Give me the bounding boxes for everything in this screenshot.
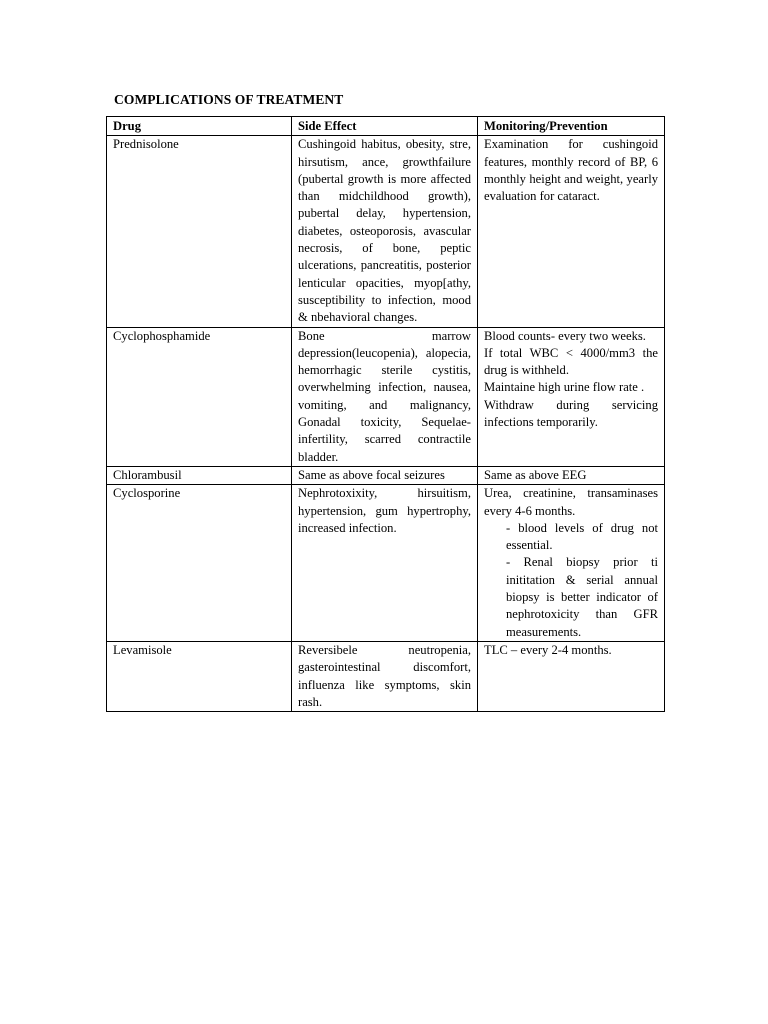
monitoring-cell [478,136,665,327]
drug-cell: Cyclosporine [107,485,292,642]
drug-cell: Chlorambusil [107,466,292,484]
drug-cell: Prednisolone [107,136,292,327]
table-row [107,485,665,642]
complications-table [106,116,665,712]
page-title: COMPLICATIONS OF TREATMENT [114,92,344,107]
header-drug: Drug [107,117,292,136]
header-monitoring: Monitoring/Prevention [478,117,665,136]
drug-cell: Levamisole [107,641,292,711]
monitoring-line: If total WBC < 4000/mm3 the drug is withheld. [484,345,658,378]
monitoring-cell [478,641,665,711]
monitoring-cell [478,327,665,466]
monitoring-line: Examination for cushingoid features, monthly record of BP, 6 monthly height and weight, yearly evaluation for cataract. [484,137,658,204]
monitoring-line: Withdraw during servicing infections temporarily. [484,397,658,430]
header-side-effect: Side Effect [292,117,478,136]
monitoring-line: Urea, creatinine, transaminases every 4-6 months. [484,486,658,518]
monitoring-subpoint: - blood levels of drug not essential. [506,520,658,553]
table-row [107,136,665,327]
side-effect-cell: Same as above focal seizures [292,466,478,484]
monitoring-line: Maintaine high urine flow rate . [484,380,645,395]
side-effect-cell: Nephrotoxixity, hirsuitism, hypertension, gum hypertrophy, increased infection. [292,485,478,642]
table-header-row [107,117,665,136]
table-row [107,641,665,711]
monitoring-line: TLC – every 2-4 months. [484,642,612,657]
side-effect-cell: Cushingoid habitus, obesity, stre, hirsutism, ance, growthfailure (pubertal growth is more affected than midchildhood growth), pubertal delay, hypertension, diabetes, osteoporosis, avascular necrosis, of bone, peptic ulcerations, pancreatitis, posterior lenticular opacities, myop[athy, susceptibility to infection, mood & nbehavioral changes. [292,136,478,327]
drug-cell: Cyclophosphamide [107,327,292,466]
monitoring-cell [478,485,665,642]
side-effect-cell: Reversibele neutropenia, gasterointestinal discomfort, influenza like symptoms, skin rash. [292,641,478,711]
table-row [107,466,665,484]
side-effect-cell: Bone marrow depression(leucopenia), alopecia, hemorrhagic sterile cystitis, overwhelming infection, nausea, vomiting, and malignancy, Gonadal toxicity, Sequelae-infertility, scarred contractile bladder. [292,327,478,466]
monitoring-subpoint: - Renal biopsy prior ti inititation & serial annual biopsy is better indicator of nephrotoxicity than GFR measurements. [506,555,658,639]
table-row [107,327,665,466]
monitoring-cell [478,466,665,484]
monitoring-line: Same as above EEG [484,467,587,482]
monitoring-line: Blood counts- every two weeks. [484,328,646,343]
